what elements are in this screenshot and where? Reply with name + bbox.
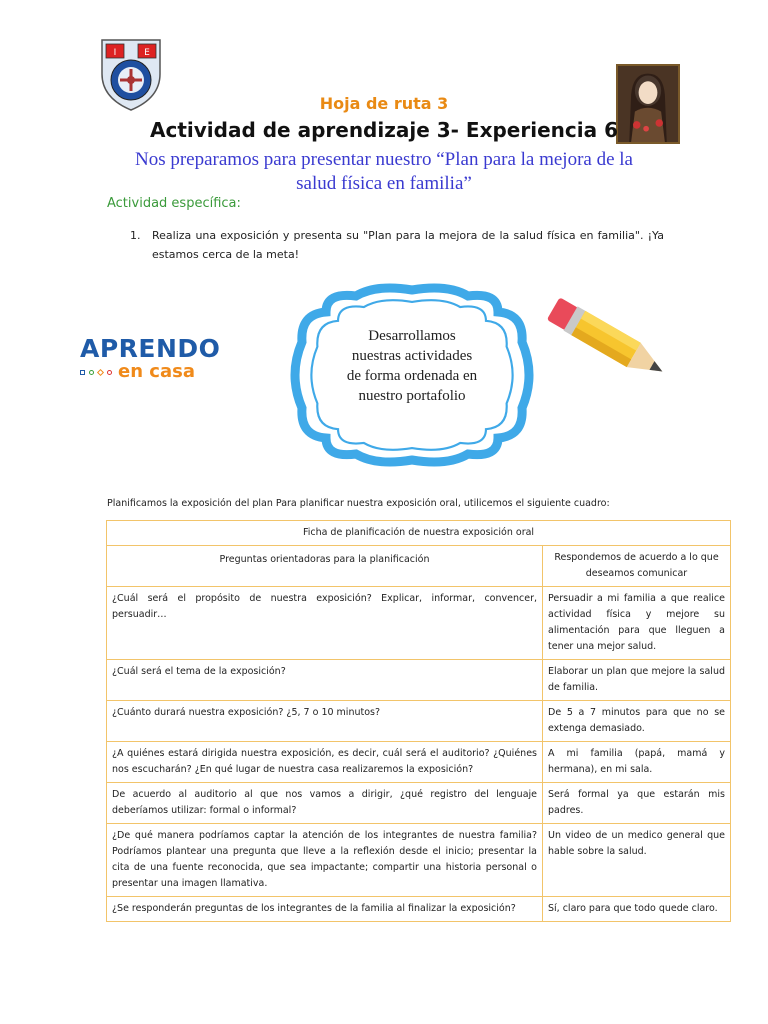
route-sheet-label: Hoja de ruta 3 <box>319 94 449 113</box>
question-cell: De acuerdo al auditorio al que nos vamos a dirigir, ¿qué registro del lenguaje deberíamos utilizar: formal o informal? <box>107 783 543 824</box>
table-row <box>107 897 731 922</box>
table-intro-text: Planificamos la exposición del plan Para planificar nuestra exposición oral, utilicemos el siguiente cuadro: <box>107 498 610 509</box>
pencil-icon <box>540 298 686 388</box>
specific-activity-label: Actividad específica: <box>107 196 241 211</box>
crest-letter-right: E <box>144 48 150 58</box>
table-row <box>107 824 731 897</box>
question-cell: ¿Se responderán preguntas de los integrantes de la familia al finalizar la exposición? <box>107 897 543 922</box>
question-cell: ¿Cuál será el propósito de nuestra exposición? Explicar, informar, convencer, persuadir… <box>107 587 543 660</box>
table-row <box>107 783 731 824</box>
cloud-line-2: nuestras actividades <box>351 348 473 364</box>
cloud-message <box>320 326 504 406</box>
column-header-answers: Respondemos de acuerdo a lo que deseamos comunicar <box>543 546 731 587</box>
table-row <box>107 701 731 742</box>
table-row <box>107 742 731 783</box>
table-row <box>107 587 731 660</box>
table-header-row <box>107 546 731 587</box>
subtitle-line-1: Nos preparamos para presentar nuestro “Plan para la mejora de la <box>134 149 633 170</box>
cloud-line-4: nuestro portafolio <box>358 388 466 404</box>
answer-cell: Será formal ya que estarán mis padres. <box>543 783 731 824</box>
instruction-text: Realiza una exposición y presenta su "Plan para la mejora de la salud física en familia". ¡Ya estamos cerca de la meta! <box>152 229 664 261</box>
instruction-item <box>130 226 664 264</box>
activity-title: Actividad de aprendizaje 3- Experiencia 6 <box>150 118 618 142</box>
aprendo-logo-line2: en casa <box>118 361 195 382</box>
aprendo-en-casa-logo <box>80 336 230 386</box>
activity-subtitle <box>100 148 668 196</box>
answer-cell: Sí, claro para que todo quede claro. <box>543 897 731 922</box>
answer-cell: De 5 a 7 minutos para que no se extenga demasiado. <box>543 701 731 742</box>
planning-table <box>106 520 731 922</box>
answer-cell: Un video de un medico general que hable sobre la salud. <box>543 824 731 897</box>
question-cell: ¿Cuánto durará nuestra exposición? ¿5, 7 o 10 minutos? <box>107 701 543 742</box>
question-cell: ¿Cuál será el tema de la exposición? <box>107 660 543 701</box>
subtitle-line-2: salud física en familia” <box>296 173 472 194</box>
answer-cell: Elaborar un plan que mejore la salud de familia. <box>543 660 731 701</box>
question-cell: ¿A quiénes estará dirigida nuestra exposición, es decir, cuál será el auditorio? ¿Quiénes nos escucharán? ¿En qué lugar de nuestra casa realizaremos la exposición? <box>107 742 543 783</box>
instruction-number: 1. <box>130 229 141 242</box>
aprendo-logo-line1: APRENDO <box>80 334 221 363</box>
crest-letter-left: I <box>113 48 117 58</box>
answer-cell: Persuadir a mi familia a que realice actividad física y mejore su alimentación para que lleguen a tener una mejor salud. <box>543 587 731 660</box>
question-cell: ¿De qué manera podríamos captar la atención de los integrantes de nuestra familia? Podríamos plantear una pregunta que lleve a la reflexión desde el inicio; presentar la cita de una fuente reconocida, que sea impactante; compartir una historia personal o presentar una imagen llamativa. <box>107 824 543 897</box>
logo-decorative-shapes <box>80 370 112 375</box>
table-title: Ficha de planificación de nuestra exposición oral <box>107 521 731 546</box>
column-header-questions: Preguntas orientadoras para la planificación <box>107 546 543 587</box>
cloud-line-1: Desarrollamos <box>368 328 456 344</box>
table-row <box>107 660 731 701</box>
answer-cell: A mi familia (papá, mamá y hermana), en mi sala. <box>543 742 731 783</box>
cloud-line-3: de forma ordenada en <box>346 368 478 384</box>
table-title-row <box>107 521 731 546</box>
